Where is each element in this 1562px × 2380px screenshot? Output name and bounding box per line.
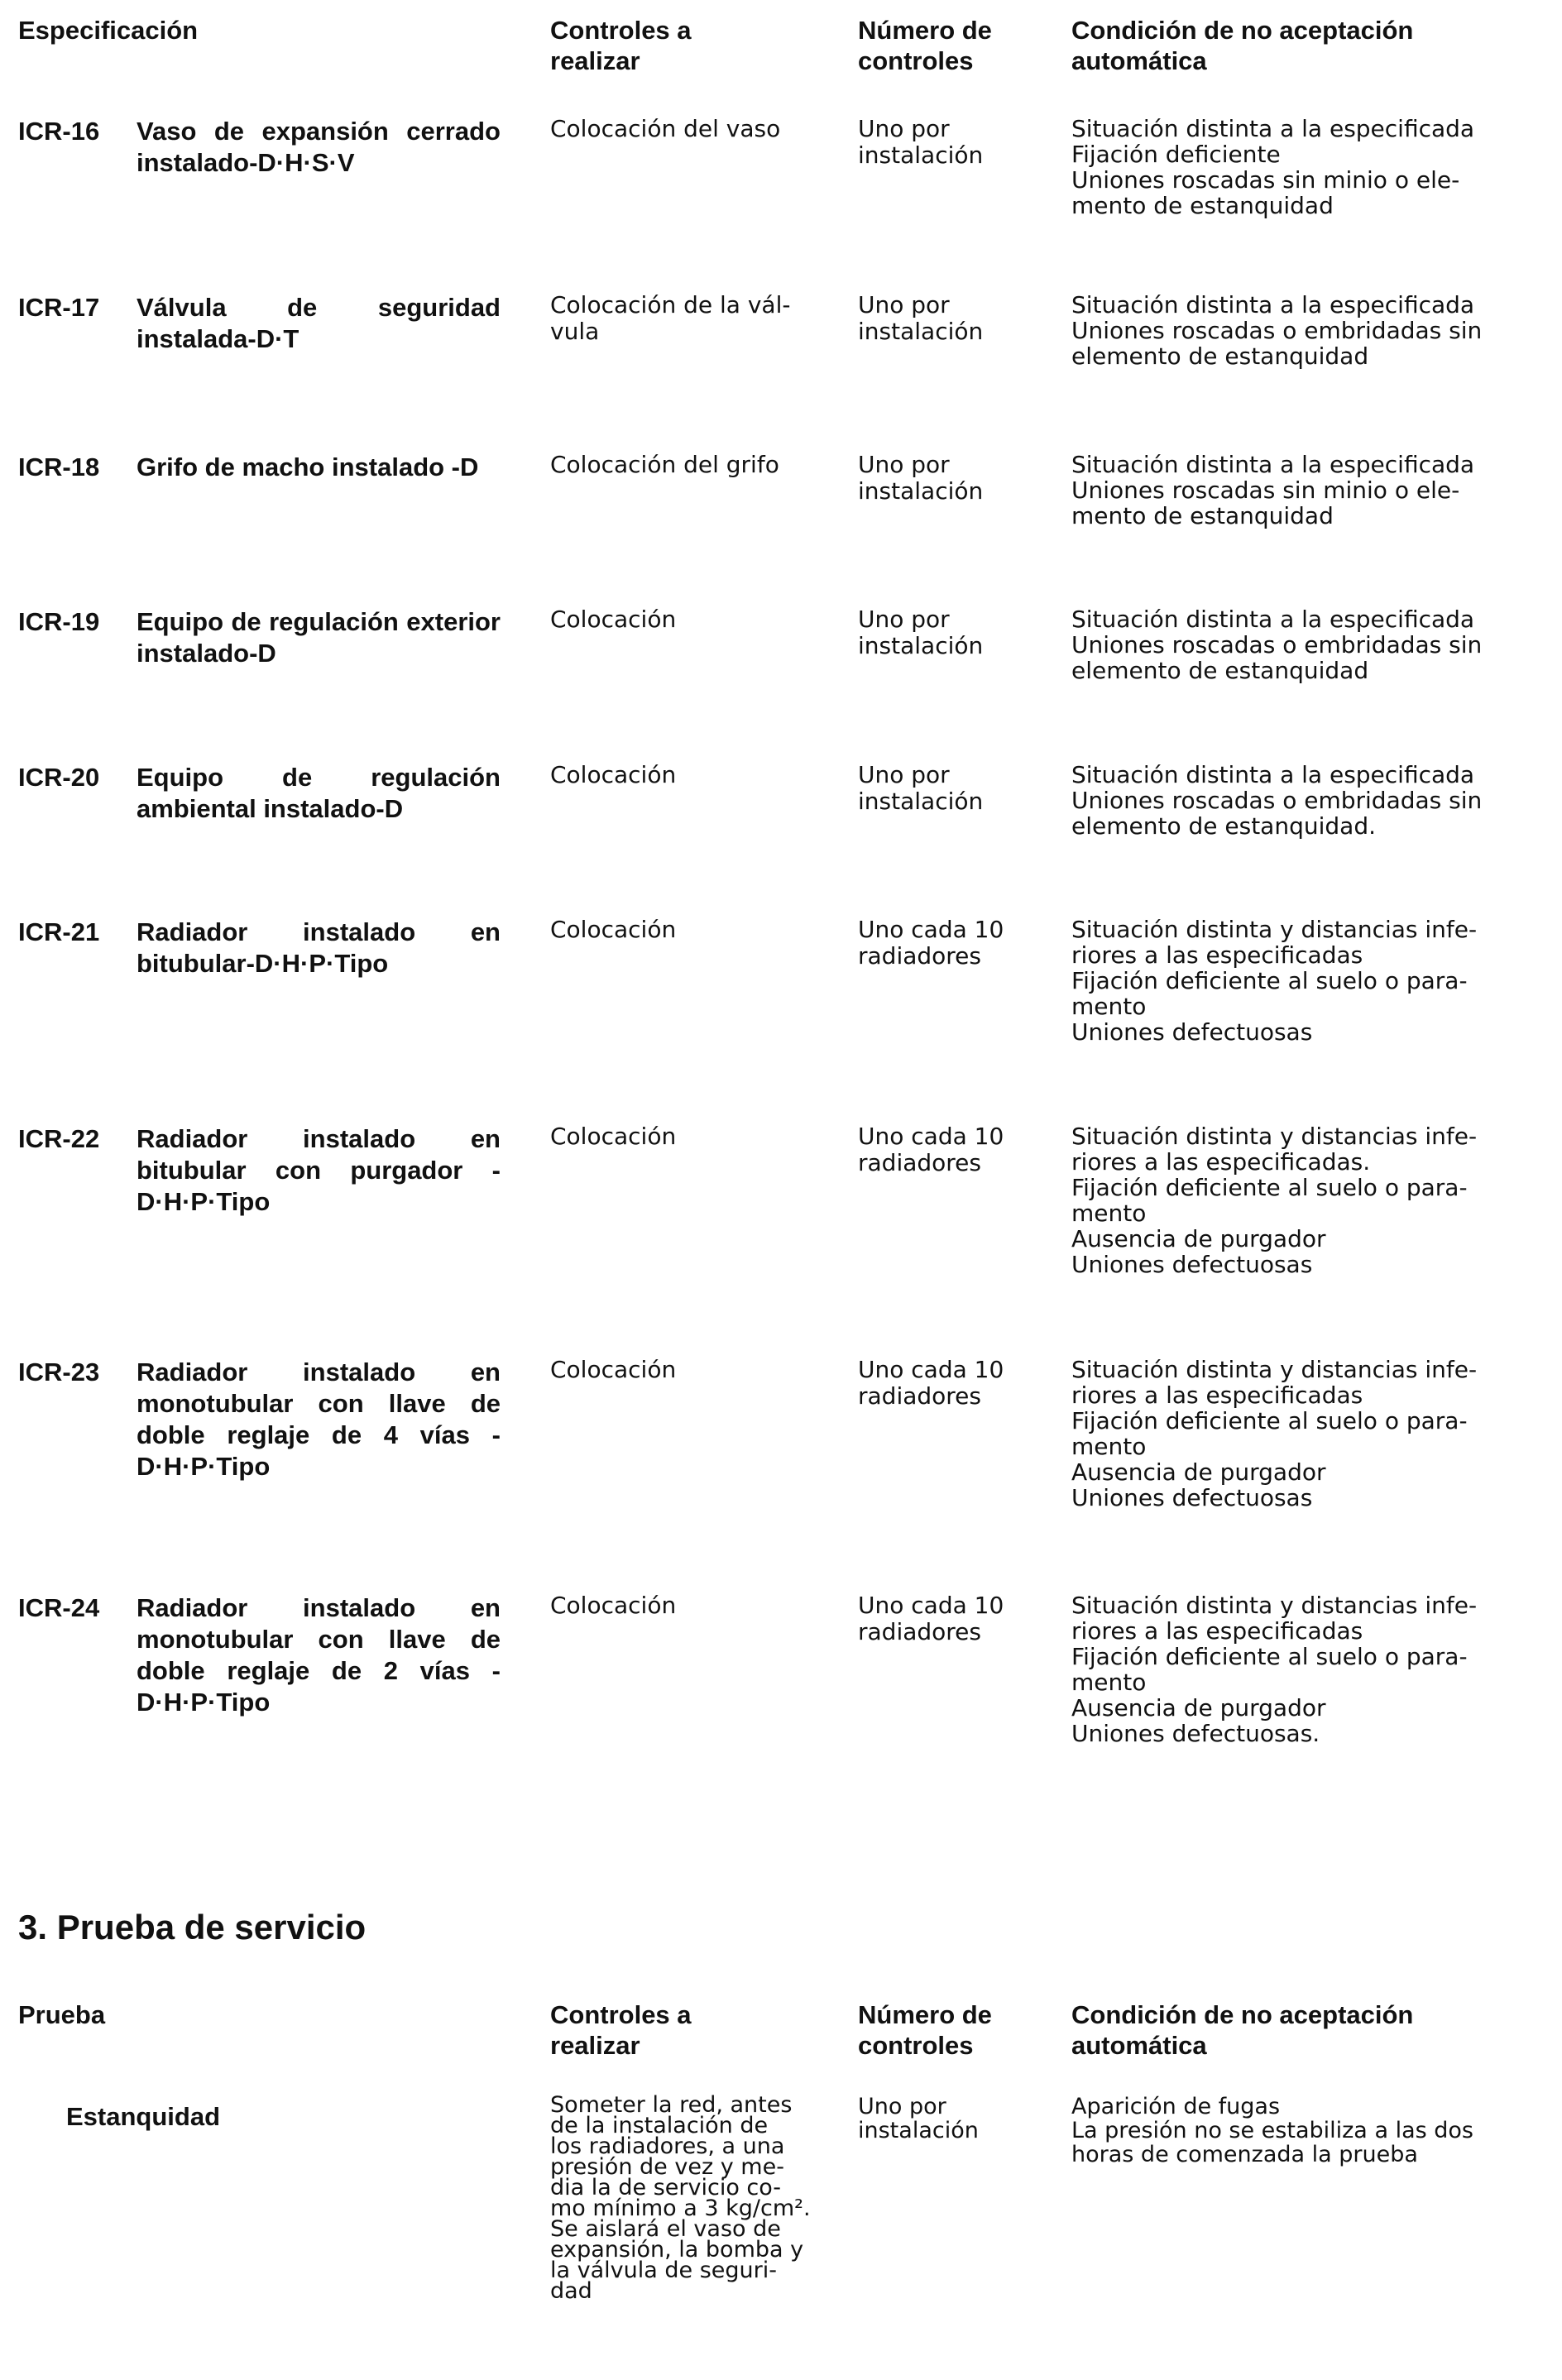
row-condition: Situación distinta a la especificada Uniones roscadas o embridadas sin elemento de estanquidad.: [1071, 761, 1483, 840]
header-controls: Controles a realizar: [550, 2000, 692, 2060]
row-control: Colocación del grifo: [550, 451, 779, 478]
row-code: ICR-18: [18, 453, 100, 481]
row-number: Uno por instalación: [858, 291, 984, 345]
row-control: Colocación: [550, 761, 677, 788]
header-test: Prueba: [18, 2000, 106, 2029]
row-code: ICR-22: [18, 1124, 100, 1153]
row-number: Uno cada 10 radiadores: [858, 1356, 1004, 1410]
row-condition: Situación distinta a la especificada Uniones roscadas o embridadas sin elemento de estanquidad: [1071, 606, 1483, 684]
row-description: Equipo de regulación ambiental instalado-D: [137, 763, 501, 823]
row-description: Equipo de regulación exterior instalado-D: [137, 607, 501, 668]
row-condition: Situación distinta y distancias infe- riores a las especificadas Fijación deficiente al suelo o para- mento Ausencia de purgador Uniones defectuosas: [1071, 1356, 1478, 1511]
header-controls: Controles a realizar: [550, 16, 692, 75]
row-condition: Situación distinta y distancias infe- riores a las especificadas Fijación deficiente al suelo o para- mento Ausencia de purgador Uniones defectuosas.: [1071, 1592, 1478, 1747]
header-specification: Especificación: [18, 16, 199, 45]
row-code: ICR-16: [18, 117, 100, 146]
row-number: Uno cada 10 radiadores: [858, 916, 1004, 970]
header-condition: Condición de no aceptación automática: [1071, 16, 1414, 75]
row-code: ICR-19: [18, 607, 100, 636]
row-code: ICR-20: [18, 763, 100, 792]
row-control: Colocación: [550, 1123, 677, 1150]
row-control: Colocación de la vál- vula: [550, 291, 791, 345]
row-control: Colocación: [550, 1356, 677, 1383]
row-number: Uno por instalación: [858, 115, 984, 169]
section-title: 3. Prueba de servicio: [18, 1908, 367, 1947]
row-control: Colocación: [550, 1592, 677, 1619]
row-description: Vaso de expansión cerrado instalado-D·H·S·V: [137, 117, 501, 177]
row-condition: Situación distinta a la especificada Fijación deficiente Uniones roscadas sin minio o ele- mento de estanquidad: [1071, 115, 1475, 219]
test-control: Someter la red, antes de la instalación de los radiadores, a una presión de vez y me- dia la de servicio co- mo mínimo a 3 kg/cm². Se aislará el vaso de expansión, la bomba y la válvula de seguri- dad: [550, 2092, 811, 2304]
row-code: ICR-17: [18, 293, 100, 322]
row-description: Radiador instalado en bitubular con purgador -D·H·P·Tipo: [137, 1124, 501, 1216]
row-description: Válvula de seguridad instalada-D·T: [137, 293, 501, 353]
row-condition: Situación distinta y distancias infe- riores a las especificadas Fijación deficiente al suelo o para- mento Uniones defectuosas: [1071, 916, 1478, 1046]
row-condition: Situación distinta y distancias infe- riores a las especificadas. Fijación deficiente al suelo o para- mento Ausencia de purgador Uniones defectuosas: [1071, 1123, 1478, 1278]
row-number: Uno cada 10 radiadores: [858, 1592, 1004, 1645]
row-condition: Situación distinta a la especificada Uniones roscadas sin minio o ele- mento de estanquidad: [1071, 451, 1475, 529]
row-control: Colocación: [550, 606, 677, 633]
header-condition: Condición de no aceptación automática: [1071, 2000, 1414, 2060]
row-number: Uno por instalación: [858, 761, 984, 815]
test-name: Estanquidad: [66, 2102, 221, 2131]
row-number: Uno por instalación: [858, 451, 984, 505]
row-code: ICR-23: [18, 1358, 100, 1386]
row-code: ICR-21: [18, 917, 100, 946]
row-control: Colocación: [550, 916, 677, 943]
row-description: Grifo de macho instalado -D: [137, 453, 479, 481]
header-number: Número de controles: [858, 16, 992, 75]
test-condition: Aparición de fugas La presión no se estabiliza a las dos horas de comenzada la prueba: [1071, 2094, 1473, 2167]
row-number: Uno por instalación: [858, 606, 984, 659]
row-description: Radiador instalado en monotubular con llave de doble reglaje de 2 vías -D·H·P·Tipo: [137, 1593, 501, 1717]
test-number: Uno por instalación: [858, 2094, 979, 2143]
row-code: ICR-24: [18, 1593, 100, 1622]
row-description: Radiador instalado en monotubular con llave de doble reglaje de 4 vías -D·H·P·Tipo: [137, 1358, 501, 1481]
row-condition: Situación distinta a la especificada Uniones roscadas o embridadas sin elemento de estanquidad: [1071, 291, 1483, 370]
row-description: Radiador instalado en bitubular-D·H·P·Tipo: [137, 917, 501, 978]
row-number: Uno cada 10 radiadores: [858, 1123, 1004, 1176]
header-number: Número de controles: [858, 2000, 992, 2060]
row-control: Colocación del vaso: [550, 115, 781, 142]
